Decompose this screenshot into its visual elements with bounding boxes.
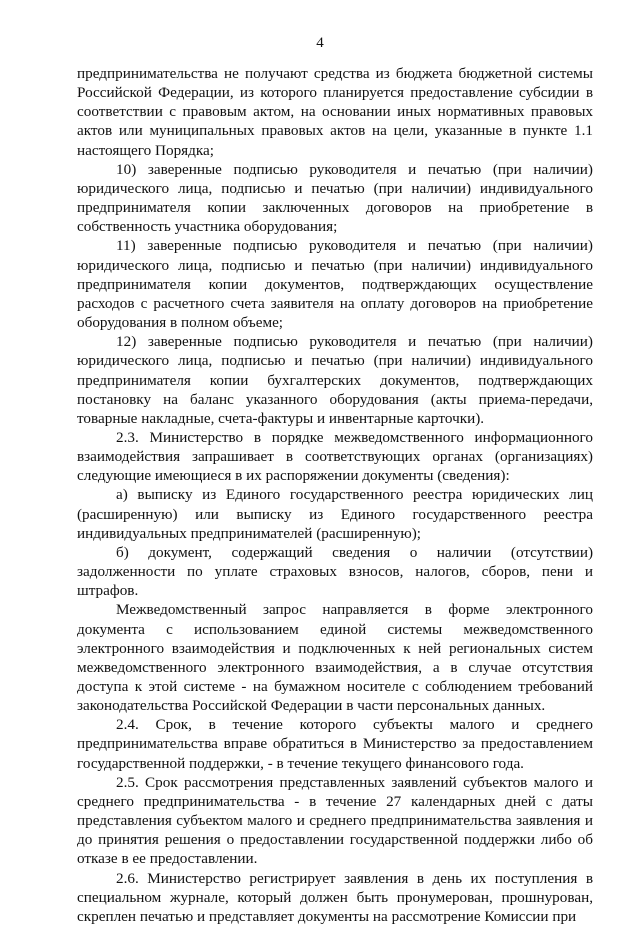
paragraph-continuation: предпринимательства не получают средства из бюджета бюджетной системы Российской Федерации, из которого планируется предоставление субсидии в соответствии с правовым актом, на основании иных нормативных правовых актов или муниципальных правовых актов на цели, указанные в пункте 1.1 настоящего Порядка; <box>77 65 593 159</box>
paragraph-2-5: 2.5. Срок рассмотрения представленных заявлений субъектов малого и среднего предпринимательства - в течение 27 календарных дней с даты представления субъектом малого и среднего предпринимательства заявления и до принятия решения о предоставлении государственной поддержки либо об отказе в ее предоставлении. <box>77 773 593 868</box>
page-number: 4 <box>316 35 324 51</box>
paragraph-item-12: 12) заверенные подписью руководителя и печатью (при наличии) юридического лица, подписью и печатью (при наличии) индивидуального предпринимателя копии бухгалтерских документов, подтверждающих постановку на баланс указанного оборудования (акты приема-передачи, товарные накладные, счета-фактуры и инвентарные карточки). <box>77 333 593 427</box>
paragraph-2-6: 2.6. Министерство регистрирует заявления в день их поступления в специальном журнале, который должен быть пронумерован, прошнурован, скреплен печатью и представляет документы на рассмотрение Комиссии при <box>77 869 593 925</box>
paragraph-item-10: 10) заверенные подписью руководителя и печатью (при наличии) юридического лица, подписью и печатью (при наличии) индивидуального предпринимателя копии заключенных договоров на приобретение в собственность участника оборудования; <box>77 160 593 236</box>
paragraph-2-3: 2.3. Министерство в порядке межведомственного информационного взаимодействия запрашивает в соответствующих органах (организациях) следующие имеющиеся в их распоряжении документы (сведения): <box>77 428 593 485</box>
document-body <box>77 64 593 926</box>
paragraph-2-4: 2.4. Срок, в течение которого субъекты малого и среднего предпринимательства вправе обратиться в Министерство за предоставлением государственной поддержки, - в течение текущего финансового года. <box>77 716 593 772</box>
paragraph-item-a: а) выписку из Единого государственного реестра юридических лиц (расширенную) или выписку из Единого государственного реестра индивидуальных предпринимателей (расширенную); <box>77 486 593 542</box>
paragraph-interagency-request: Межведомственный запрос направляется в форме электронного документа с использованием единой системы межведомственного электронного взаимодействия и подключенных к ней региональных систем межведомственного электронного взаимодействия, а в случае отсутствия доступа к этой системе - на бумажном носителе с соблюдением требований законодательства Российской Федерации в части персональных данных. <box>77 601 593 715</box>
paragraph-item-11: 11) заверенные подписью руководителя и печатью (при наличии) юридического лица, подписью и печатью (при наличии) индивидуального предпринимателя копии документов, подтверждающих осуществление расходов с расчетного счета заявителя на оплату договоров на приобретение оборудования в полном объеме; <box>77 237 593 332</box>
paragraph-item-b: б) документ, содержащий сведения о наличии (отсутствии) задолженности по уплате страховых взносов, налогов, сборов, пени и штрафов. <box>77 543 593 600</box>
